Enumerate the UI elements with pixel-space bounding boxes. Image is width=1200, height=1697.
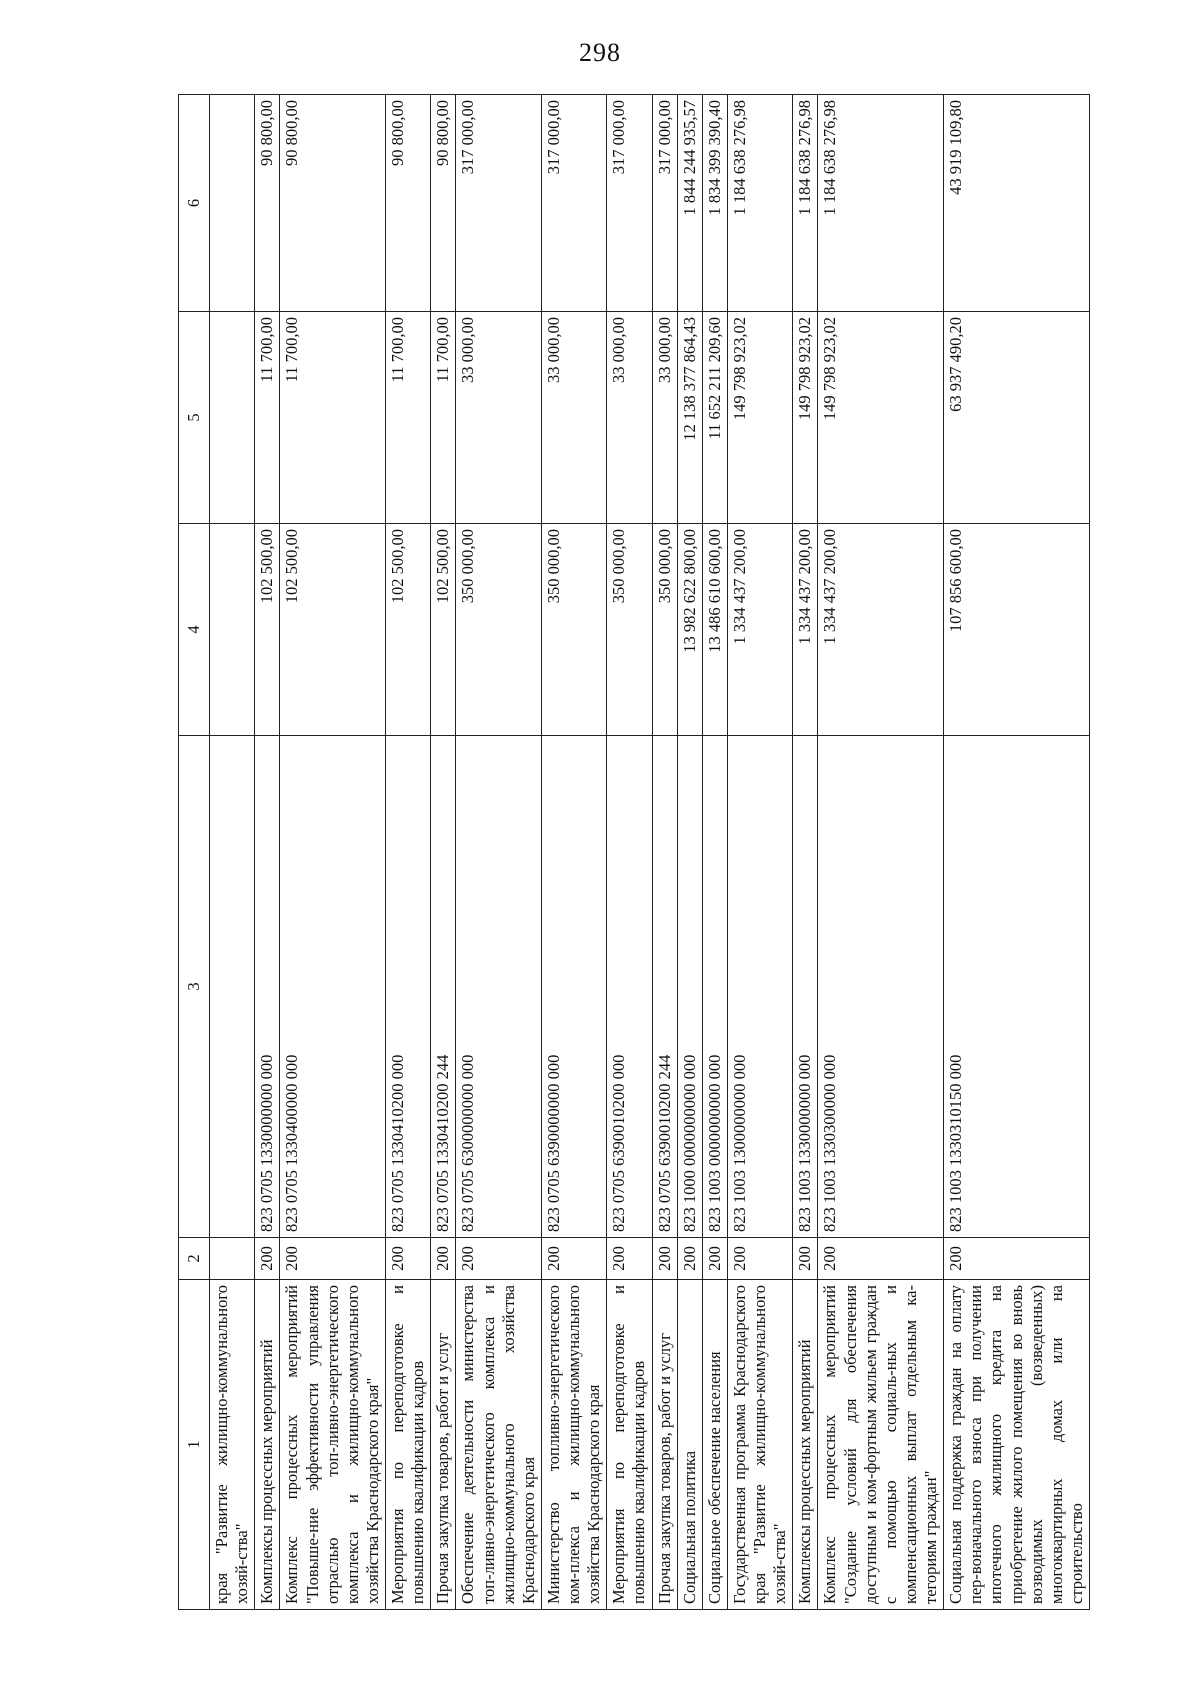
row-code: 200 bbox=[793, 1238, 818, 1280]
row-value-col5: 12 138 377 864,43 bbox=[677, 312, 702, 524]
row-name: Комплекс процессных мероприятий "Повыше-ние эффективности управления отраслью топ-ливно-энергетического комплекса и жилищно-коммунального хозяйства Краснодарского края" bbox=[280, 1280, 386, 1610]
row-value-col4: 350 000,00 bbox=[541, 524, 606, 736]
row-value-col4: 350 000,00 bbox=[456, 524, 542, 736]
rotated-table-container bbox=[178, 95, 1098, 1610]
row-code: 200 bbox=[944, 1238, 1090, 1280]
row-code: 200 bbox=[255, 1238, 280, 1280]
row-value-col6 bbox=[210, 95, 255, 312]
row-value-col5: 63 937 490,20 bbox=[944, 312, 1090, 524]
row-value-col5: 33 000,00 bbox=[456, 312, 542, 524]
table-row bbox=[255, 95, 280, 1610]
row-value-col6: 317 000,00 bbox=[456, 95, 542, 312]
row-value-col5: 149 798 923,02 bbox=[818, 312, 944, 524]
table-row bbox=[456, 95, 542, 1610]
row-value-col6: 1 184 638 276,98 bbox=[818, 95, 944, 312]
row-code bbox=[210, 1238, 255, 1280]
header-col-1: 1 bbox=[179, 1280, 210, 1610]
row-classification-code: 823 0705 1330400000 000 bbox=[280, 736, 386, 1238]
row-value-col4: 102 500,00 bbox=[386, 524, 431, 736]
row-name: Социальная поддержка граждан на оплату пер-воначального взноса при получении ипотечного жилищного кредита на приобретение жилого помещения во вновь возводимых (возведенных) многоквартирных домах или на строительство bbox=[944, 1280, 1090, 1610]
page-number: 298 bbox=[579, 38, 621, 67]
row-value-col4: 102 500,00 bbox=[280, 524, 386, 736]
table-row bbox=[677, 95, 702, 1610]
row-value-col4: 1 334 437 200,00 bbox=[793, 524, 818, 736]
table-row bbox=[431, 95, 456, 1610]
row-value-col4: 102 500,00 bbox=[255, 524, 280, 736]
table-row bbox=[793, 95, 818, 1610]
header-col-2: 2 bbox=[179, 1238, 210, 1280]
row-classification-code bbox=[210, 736, 255, 1238]
row-classification-code: 823 0705 6390000000 000 bbox=[541, 736, 606, 1238]
row-name: Прочая закупка товаров, работ и услуг bbox=[431, 1280, 456, 1610]
row-value-col4: 1 334 437 200,00 bbox=[727, 524, 792, 736]
row-code: 200 bbox=[652, 1238, 677, 1280]
row-code: 200 bbox=[431, 1238, 456, 1280]
row-code: 200 bbox=[386, 1238, 431, 1280]
row-code: 200 bbox=[607, 1238, 652, 1280]
row-value-col5: 11 700,00 bbox=[255, 312, 280, 524]
row-code: 200 bbox=[818, 1238, 944, 1280]
row-value-col5: 33 000,00 bbox=[541, 312, 606, 524]
row-name: Государственная программа Краснодарского края "Развитие жилищно-коммунального хозяй-ства" bbox=[727, 1280, 792, 1610]
table-row bbox=[541, 95, 606, 1610]
row-name: Мероприятия по переподготовке и повышению квалификации кадров bbox=[607, 1280, 652, 1610]
row-name: Министерство топливно-энергетического ком-плекса и жилищно-коммунального хозяйства Краснодарского края bbox=[541, 1280, 606, 1610]
header-col-3: 3 bbox=[179, 736, 210, 1238]
row-name: Мероприятия по переподготовке и повышению квалификации кадров bbox=[386, 1280, 431, 1610]
row-value-col5: 11 700,00 bbox=[386, 312, 431, 524]
row-value-col5: 11 652 211 209,60 bbox=[702, 312, 727, 524]
row-classification-code: 823 1003 1300000000 000 bbox=[727, 736, 792, 1238]
row-code: 200 bbox=[280, 1238, 386, 1280]
table-row bbox=[727, 95, 792, 1610]
row-name: Комплекс процессных мероприятий "Создание условий для обеспечения доступным и ком-фортным жильем граждан с помощью социаль-ных и компенсационных выплат отдельным ка-тегориям граждан" bbox=[818, 1280, 944, 1610]
row-classification-code: 823 0705 6390010200 000 bbox=[607, 736, 652, 1238]
row-classification-code: 823 1003 1330300000 000 bbox=[818, 736, 944, 1238]
row-value-col4 bbox=[210, 524, 255, 736]
table-row bbox=[210, 95, 255, 1610]
row-code: 200 bbox=[456, 1238, 542, 1280]
row-name: края "Развитие жилищно-коммунального хозяй-ства" bbox=[210, 1280, 255, 1610]
row-value-col5: 11 700,00 bbox=[431, 312, 456, 524]
row-name: Обеспечение деятельности министерства топ-ливно-энергетического комплекса и жилищно-коммунального хозяйства Краснодарского края bbox=[456, 1280, 542, 1610]
row-value-col4: 102 500,00 bbox=[431, 524, 456, 736]
row-value-col6: 317 000,00 bbox=[541, 95, 606, 312]
table-row bbox=[607, 95, 652, 1610]
table-row bbox=[702, 95, 727, 1610]
row-value-col6: 90 800,00 bbox=[280, 95, 386, 312]
row-value-col5: 11 700,00 bbox=[280, 312, 386, 524]
header-col-6: 6 bbox=[179, 95, 210, 312]
row-value-col6: 43 919 109,80 bbox=[944, 95, 1090, 312]
row-value-col5: 149 798 923,02 bbox=[727, 312, 792, 524]
row-value-col5 bbox=[210, 312, 255, 524]
row-code: 200 bbox=[702, 1238, 727, 1280]
row-value-col4: 350 000,00 bbox=[607, 524, 652, 736]
table-row bbox=[818, 95, 944, 1610]
table-row bbox=[652, 95, 677, 1610]
row-name: Социальное обеспечение населения bbox=[702, 1280, 727, 1610]
row-classification-code: 823 0705 1330410200 244 bbox=[431, 736, 456, 1238]
row-classification-code: 823 1003 0000000000 000 bbox=[702, 736, 727, 1238]
row-value-col5: 33 000,00 bbox=[652, 312, 677, 524]
row-classification-code: 823 0705 1330410200 000 bbox=[386, 736, 431, 1238]
row-classification-code: 823 1000 0000000000 000 bbox=[677, 736, 702, 1238]
row-value-col4: 350 000,00 bbox=[652, 524, 677, 736]
table-row bbox=[944, 95, 1090, 1610]
header-col-5: 5 bbox=[179, 312, 210, 524]
row-value-col6: 1 844 244 935,57 bbox=[677, 95, 702, 312]
row-classification-code: 823 1003 1330310150 000 bbox=[944, 736, 1090, 1238]
row-value-col6: 90 800,00 bbox=[431, 95, 456, 312]
row-code: 200 bbox=[541, 1238, 606, 1280]
row-value-col6: 90 800,00 bbox=[386, 95, 431, 312]
header-col-4: 4 bbox=[179, 524, 210, 736]
row-value-col6: 317 000,00 bbox=[652, 95, 677, 312]
row-name: Комплексы процессных мероприятий bbox=[255, 1280, 280, 1610]
budget-table bbox=[178, 94, 1090, 1610]
row-classification-code: 823 1003 1330000000 000 bbox=[793, 736, 818, 1238]
row-value-col4: 107 856 600,00 bbox=[944, 524, 1090, 736]
row-value-col4: 13 486 610 600,00 bbox=[702, 524, 727, 736]
row-name: Прочая закупка товаров, работ и услуг bbox=[652, 1280, 677, 1610]
row-name: Социальная политика bbox=[677, 1280, 702, 1610]
row-value-col6: 1 834 399 390,40 bbox=[702, 95, 727, 312]
row-value-col6: 90 800,00 bbox=[255, 95, 280, 312]
row-classification-code: 823 0705 6390010200 244 bbox=[652, 736, 677, 1238]
row-value-col6: 1 184 638 276,98 bbox=[727, 95, 792, 312]
row-value-col6: 1 184 638 276,98 bbox=[793, 95, 818, 312]
row-code: 200 bbox=[677, 1238, 702, 1280]
row-value-col5: 149 798 923,02 bbox=[793, 312, 818, 524]
row-classification-code: 823 0705 6300000000 000 bbox=[456, 736, 542, 1238]
row-classification-code: 823 0705 1330000000 000 bbox=[255, 736, 280, 1238]
row-value-col6: 317 000,00 bbox=[607, 95, 652, 312]
row-value-col5: 33 000,00 bbox=[607, 312, 652, 524]
row-name: Комплексы процессных мероприятий bbox=[793, 1280, 818, 1610]
row-code: 200 bbox=[727, 1238, 792, 1280]
row-value-col4: 1 334 437 200,00 bbox=[818, 524, 944, 736]
table-row bbox=[386, 95, 431, 1610]
row-value-col4: 13 982 622 800,00 bbox=[677, 524, 702, 736]
table-row bbox=[280, 95, 386, 1610]
header-row bbox=[179, 95, 210, 1610]
